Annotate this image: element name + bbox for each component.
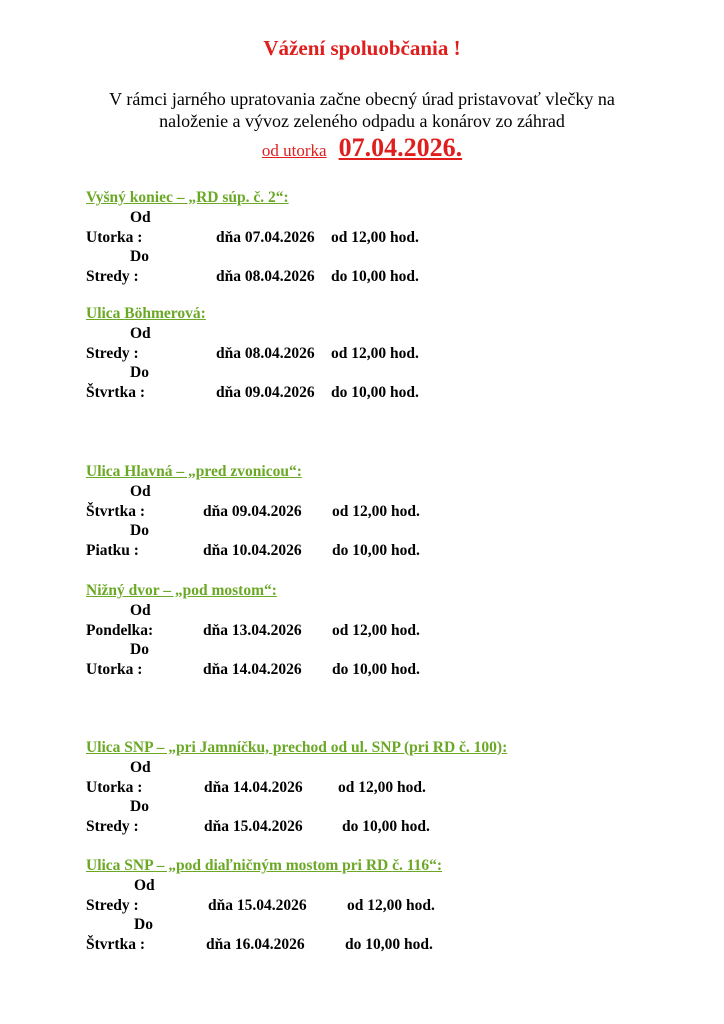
- start-date-prefix: od utorka: [261, 141, 327, 160]
- to-label-row: [86, 247, 289, 267]
- schedule-section: [86, 738, 507, 836]
- to-time: do 10,00 hod.: [332, 660, 420, 678]
- to-time: do 10,00 hod.: [342, 817, 430, 835]
- from-label: Od: [130, 325, 151, 342]
- from-time: od 12,00 hod.: [347, 896, 435, 914]
- from-date: dňa 09.04.2026: [203, 502, 302, 520]
- to-date: dňa 08.04.2026: [216, 267, 315, 285]
- from-day: Stredy :: [86, 344, 139, 362]
- from-label: Od: [134, 877, 155, 894]
- start-date-line: [0, 133, 724, 163]
- from-label-row: [86, 758, 507, 778]
- from-label: Od: [130, 209, 151, 226]
- from-day: Stredy :: [86, 896, 139, 914]
- intro-line-2: naloženie a vývoz zeleného odpadu a konárov zo záhrad: [159, 111, 565, 131]
- from-time: od 12,00 hod.: [332, 621, 420, 639]
- to-date: dňa 10.04.2026: [203, 541, 302, 559]
- from-label-row: [86, 482, 302, 502]
- section-title: Vyšný koniec – „RD súp. č. 2“:: [86, 189, 289, 206]
- from-date: dňa 07.04.2026: [216, 228, 315, 246]
- to-row: [86, 541, 420, 561]
- to-time: do 10,00 hod.: [345, 935, 433, 953]
- to-label-row: [86, 363, 206, 383]
- section-title: Ulica Böhmerová:: [86, 305, 206, 322]
- from-label-row: [86, 208, 289, 228]
- to-day: Štvrtka :: [86, 935, 145, 953]
- from-label: Od: [130, 759, 151, 776]
- from-date: dňa 15.04.2026: [208, 896, 307, 914]
- from-row: [86, 228, 419, 248]
- to-label: Do: [130, 641, 149, 659]
- to-day: Stredy :: [86, 267, 139, 285]
- from-label-row: [86, 324, 206, 344]
- to-row: [86, 267, 419, 287]
- to-label-row: [86, 640, 277, 660]
- to-date: dňa 14.04.2026: [203, 660, 302, 678]
- from-label: Od: [130, 483, 151, 500]
- section-title: Nižný dvor – „pod mostom“:: [86, 582, 277, 599]
- from-date: dňa 14.04.2026: [204, 778, 303, 796]
- section-title: Ulica Hlavná – „pred zvonicou“:: [86, 463, 302, 480]
- to-label: Do: [130, 522, 149, 540]
- intro-line-1: V rámci jarného upratovania začne obecný úrad pristavovať vlečky na: [109, 89, 615, 109]
- from-row: [86, 621, 420, 641]
- to-label-row: [86, 797, 507, 817]
- to-label: Do: [130, 364, 149, 382]
- page-title: Vážení spoluobčania !: [263, 36, 461, 60]
- to-time: do 10,00 hod.: [331, 267, 419, 285]
- to-day: Piatku :: [86, 541, 139, 559]
- to-label-row: [86, 521, 302, 541]
- start-date: 07.04.2026.: [338, 133, 463, 162]
- from-time: od 12,00 hod.: [332, 502, 420, 520]
- intro-text: [0, 88, 724, 132]
- from-row: [86, 344, 419, 364]
- schedule-section: [86, 462, 420, 560]
- from-day: Utorka :: [86, 228, 143, 246]
- to-label-row: [86, 915, 442, 935]
- from-time: od 12,00 hod.: [338, 778, 426, 796]
- to-label: Do: [130, 248, 149, 266]
- from-time: od 12,00 hod.: [331, 344, 419, 362]
- section-title: Ulica SNP – „pri Jamníčku, prechod od ul. SNP (pri RD č. 100):: [86, 739, 508, 756]
- from-row: [86, 778, 507, 798]
- to-day: Štvrtka :: [86, 383, 145, 401]
- from-label-row: [86, 876, 442, 896]
- schedule-section: [86, 856, 442, 954]
- from-time: od 12,00 hod.: [331, 228, 419, 246]
- to-label: Do: [134, 916, 153, 934]
- from-day: Pondelka:: [86, 621, 154, 639]
- from-row: [86, 896, 442, 916]
- to-day: Utorka :: [86, 660, 143, 678]
- to-row: [86, 383, 419, 403]
- to-date: dňa 09.04.2026: [216, 383, 315, 401]
- from-label: Od: [130, 602, 151, 619]
- from-day: Utorka :: [86, 778, 143, 796]
- schedule-section: [86, 581, 420, 679]
- from-row: [86, 502, 420, 522]
- section-title: Ulica SNP – „pod diaľničným mostom pri RD č. 116“:: [86, 857, 443, 874]
- to-day: Stredy :: [86, 817, 139, 835]
- to-date: dňa 15.04.2026: [204, 817, 303, 835]
- from-day: Štvrtka :: [86, 502, 145, 520]
- to-row: [86, 935, 442, 955]
- schedule-section: [86, 304, 419, 402]
- from-label-row: [86, 601, 277, 621]
- to-label: Do: [130, 798, 149, 816]
- from-date: dňa 13.04.2026: [203, 621, 302, 639]
- from-date: dňa 08.04.2026: [216, 344, 315, 362]
- to-row: [86, 817, 507, 837]
- to-row: [86, 660, 420, 680]
- schedule-section: [86, 188, 419, 286]
- to-date: dňa 16.04.2026: [206, 935, 305, 953]
- to-time: do 10,00 hod.: [331, 383, 419, 401]
- to-time: do 10,00 hod.: [332, 541, 420, 559]
